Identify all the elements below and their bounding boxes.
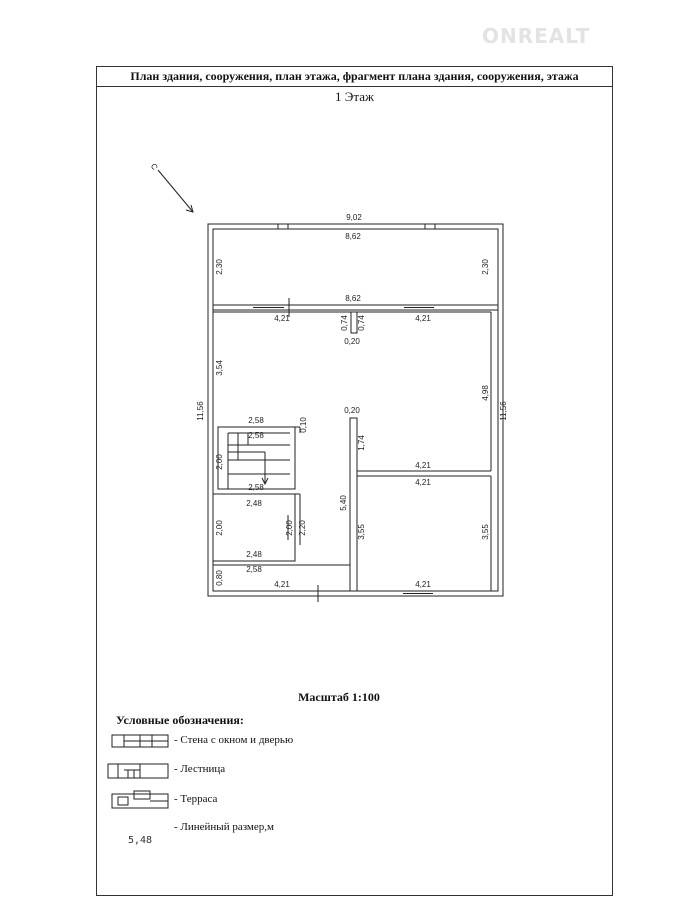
window-top-left — [278, 224, 288, 229]
dim-top-room-depth-right: 2,30 — [481, 259, 490, 275]
legend-wall-window-door-label: - Стена с окном и дверью — [174, 734, 294, 746]
dim-wc-depth-left: 2,00 — [215, 520, 224, 536]
scale-label: Масштаб 1:100 — [298, 690, 380, 704]
wall-window-door-legend-icon — [112, 735, 168, 747]
dim-corridor-wall-width: 0,20 — [344, 406, 360, 415]
window-bottom-right — [403, 591, 433, 596]
legend-dimension-sample: 5,48 — [128, 835, 153, 846]
dim-room-right-top-width: 4,21 — [415, 314, 431, 323]
dim-overall-depth-left: 11,56 — [196, 401, 205, 421]
window-top-right — [425, 224, 435, 229]
dim-stair-depth: 2,00 — [215, 454, 224, 470]
dim-wc-depth-right: 2,00 — [285, 520, 294, 536]
dim-room-bottom-depth-left: 3,55 — [357, 524, 366, 540]
dim-stair-bottom-width: 2,58 — [248, 483, 264, 492]
window-hall-right — [404, 305, 434, 310]
dim-top-room-width: 8,62 — [345, 232, 361, 241]
dim-overall-depth-right: 11,56 — [499, 401, 508, 421]
sheet-title: План здания, сооружения, план этажа, фрагмент плана здания, сооружения, этажа — [97, 67, 612, 87]
dim-hall-width: 4,21 — [274, 314, 290, 323]
legend-stairs-label: - Лестница — [174, 763, 226, 775]
dim-top-room-depth-left: 2,30 — [215, 259, 224, 275]
north-arrow-icon — [158, 170, 193, 212]
dim-room-mid-width-top: 4,21 — [415, 461, 431, 470]
dim-room-bottom-depth-right: 3,55 — [481, 524, 490, 540]
dim-top-room-bottom-width: 8,62 — [345, 294, 361, 303]
dim-bottom-left-width: 4,21 — [274, 580, 290, 589]
dim-overall-width: 9,02 — [346, 213, 362, 222]
dim-stair-offset: 0,10 — [299, 417, 308, 433]
dim-stair-inner-width: 2,58 — [248, 431, 264, 440]
dim-hall-depth: 3,54 — [215, 360, 224, 376]
dim-corridor-depth: 1,74 — [357, 435, 366, 451]
dim-room-right-depth: 4,98 — [481, 385, 490, 401]
dim-partition-right: 0,74 — [357, 315, 366, 331]
dim-partition-left: 0,74 — [340, 315, 349, 331]
floor-label: 1 Этаж — [335, 89, 374, 104]
dim-wc-total-depth: 2,20 — [298, 520, 307, 536]
dim-bottom-right-width: 4,21 — [415, 580, 431, 589]
dim-corridor-long: 5,40 — [339, 495, 348, 511]
entrance-door — [306, 585, 330, 602]
dim-small-zone-depth: 0,80 — [215, 570, 224, 586]
stairs-legend-icon — [108, 764, 168, 778]
legend-dimension-label: - Линейный размер,м — [174, 821, 274, 833]
corridor-wall — [350, 418, 357, 591]
legend-title: Условные обозначения: — [116, 713, 244, 727]
north-label: C — [148, 161, 160, 172]
watermark-logo: ONREALT — [482, 24, 591, 48]
dim-partition-width: 0,20 — [344, 337, 360, 346]
dim-wc-width-bottom: 2,48 — [246, 550, 262, 559]
dim-small-zone-width: 2,58 — [246, 565, 262, 574]
legend-terrace-label: - Терраса — [174, 793, 218, 805]
dim-stair-zone-width: 2,58 — [248, 416, 264, 425]
dim-room-mid-width-bottom: 4,21 — [415, 478, 431, 487]
dim-wc-width-top: 2,48 — [246, 499, 262, 508]
terrace-legend-icon — [112, 791, 168, 808]
